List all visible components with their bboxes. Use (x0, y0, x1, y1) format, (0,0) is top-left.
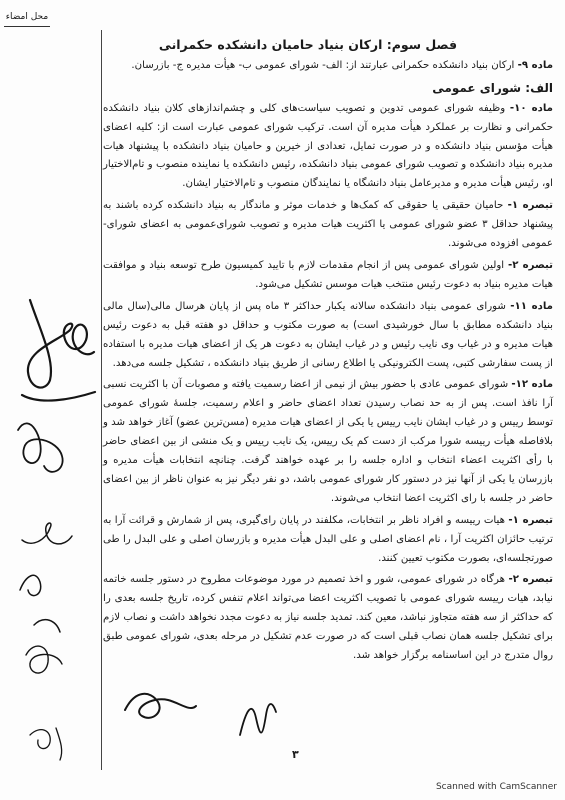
note-text: هیات رییسه و افراد ناظر بر انتخابات، مکلفند در پایان رای‌گیری، پس از شمارش و قرائت آرا به ترتیب حائزان اکثریت آرا ، نام اعضای اصلی و علی البدل هیأت مدیره و بازرسان اصلی و علی البدل را طی صورتجلسه‌ای، بصورت مکتوب تعیین کنند. (103, 514, 553, 564)
note-label: تبصره ۲- (508, 574, 554, 586)
article-10-note-1 (103, 197, 553, 254)
signature-6 (30, 728, 62, 760)
margin-divider-line (101, 30, 102, 770)
chapter-title: فصل سوم: ارکان بنیاد حامیان دانشکده حکمرانی (158, 37, 458, 52)
article-10-text: وظیفه شورای عمومی تدوین و تصویب سیاست‌های کلی و چشم‌اندازهای کلان بنیاد دانشکده حکمرانی و نظارت بر عملکرد هیأت مدیره آن است. ترکیب شورای عمومی عبارت است از: کلیه اعضای هیأت مؤسس بنیاد دانشکده و در صورت تمایل، تعدادی از خیرین و حامیان بنیاد دانشکده با پیشنهاد هیات مدیره بنیاد دانشکده و تصویب شورای عمومی بنیاد دانشکده، رئیس دانشکده یا نماینده منصوب و تام‌الاختیار او، رئیس هیأت مدیره و مدیرعامل بنیاد دانشگاه یا نمایندگان منصوب و تام‌الاختیار ایشان. (103, 102, 553, 190)
article-9 (103, 57, 553, 76)
article-12-label: ماده ۱۲- (511, 379, 554, 391)
article-11 (103, 298, 553, 374)
note-text: حامیان حقیقی یا حقوقی که کمک‌ها و خدمات موثر و ماندگار به بنیاد دانشکده کرده باشند به پیشنهاد حداقل ۳ عضو شورای عمومی یا اکثریت هیات مدیره و تصویب شورای‌عمومی به اعضای شورای- عمومی افزوده می‌شوند. (103, 200, 553, 250)
note-label: تبصره ۱- (507, 200, 553, 212)
article-9-text: ارکان بنیاد دانشکده حکمرانی عبارتند از: الف- شورای عمومی ب- هیأت مدیره ج- بازرسان. (131, 59, 518, 71)
note-text: اولین شورای عمومی پس از انجام مقدمات لازم با تایید کمیسیون طرح توسعه بنیاد و موافقت هیات مدیره بنیاد به دعوت رئیس منتخب هیات موسس تشکیل می‌شود. (103, 259, 553, 290)
signature-1 (22, 300, 95, 401)
signature-5 (26, 646, 62, 673)
article-10-label: ماده ۱۰- (509, 102, 553, 114)
note-label: تبصره ۱- (508, 514, 554, 526)
page-number: ۳ (292, 748, 299, 761)
signature-2 (18, 423, 63, 472)
signature-3 (22, 523, 72, 544)
note-text: هرگاه در شورای عمومی، شور و اخذ تصمیم در مورد موضوعات مطروح در دستور جلسه خاتمه نیابد، هیات رییسه شورای عمومی با تصویب اکثریت اعضا می‌تواند اعلام تنفس کرده، تاریخ جلسه بعدی را که حداکثر از سه هفته متجاوز نباشد، معین کند. تمدید جلسه نیاز به دعوت مجدد نخواهد داشت و نصاب لازم برای تشکیل جلسه همان نصاب قبلی است که در صورت عدم تشکیل در مرحله بعدی، شورای عمومی طبق روال متدرج در این اساسنامه برگزار خواهد شد. (103, 574, 553, 662)
document-body (103, 36, 553, 669)
scanner-watermark: Scanned with CamScanner (435, 782, 557, 792)
article-12-note-2 (103, 571, 553, 666)
article-12-note-1 (103, 512, 553, 569)
article-12 (103, 376, 553, 508)
article-11-text: شورای عمومی بنیاد دانشکده سالانه یکبار حداکثر ۳ ماه پس از پایان هرسال مالی(سال مالی بنیاد دانشکده مطابق با سال خورشیدی است) به صورت مکتوب و حداقل دو هفته قبل به دعوت رئیس هیات مدیره و در غیاب وی نایب رئیس و در غیاب ایشان به دعوت هر یک از اعضای هیات مدیره با استفاده از پست سفارشی کتبی، پست الکترونیکی یا اطلاع رسانی از طریق بنیاد دانشکده ، تشکیل جلسه می‌دهد. (103, 300, 553, 369)
signature-area-label: محل امضاء (4, 8, 50, 27)
article-10 (103, 100, 553, 195)
signature-4 (20, 575, 60, 632)
section-a-title: الف: شورای عمومی (432, 80, 553, 95)
article-9-label: ماده ۹- (517, 59, 553, 71)
signature-8 (240, 704, 276, 735)
note-label: تبصره ۲- (507, 259, 553, 271)
article-12-text: شورای عمومی عادی با حضور بیش از نیمی از اعضا رسمیت یافته و مصوبات آن با اکثریت نسبی آرا نافذ است. پس از به حد نصاب رسیدن تعداد اعضای حاضر و اعلام رسمیت، جلسهٔ شورای عمومی توسط رییس و در غیاب ایشان نایب رییس یا یکی از اعضای هیات مدیره (مسن‌ترین عضو) آغاز خواهد شد و بلافاصله هیأت رییسه شورا مرکب از دست کم یک رییس، یک نایب رییس و یک منشی از بین اعضای حاضر با رأی اکثریت اعضاء انتخاب و اداره جلسه را بر عهده خواهند گرفت. چنانچه انتخابات هیأت مدیره و بازرسان یا یکی از آنها نیز در دستور کار شورای عمومی باشد، دو نفر دیگر نیز به عنوان ناظر از بین اعضای حاضر در جلسه با رای اکثریت اعضا انتخاب می‌شوند. (103, 379, 553, 504)
article-10-note-2 (103, 257, 553, 295)
article-11-label: ماده ۱۱- (510, 300, 553, 312)
signature-7 (125, 694, 196, 718)
